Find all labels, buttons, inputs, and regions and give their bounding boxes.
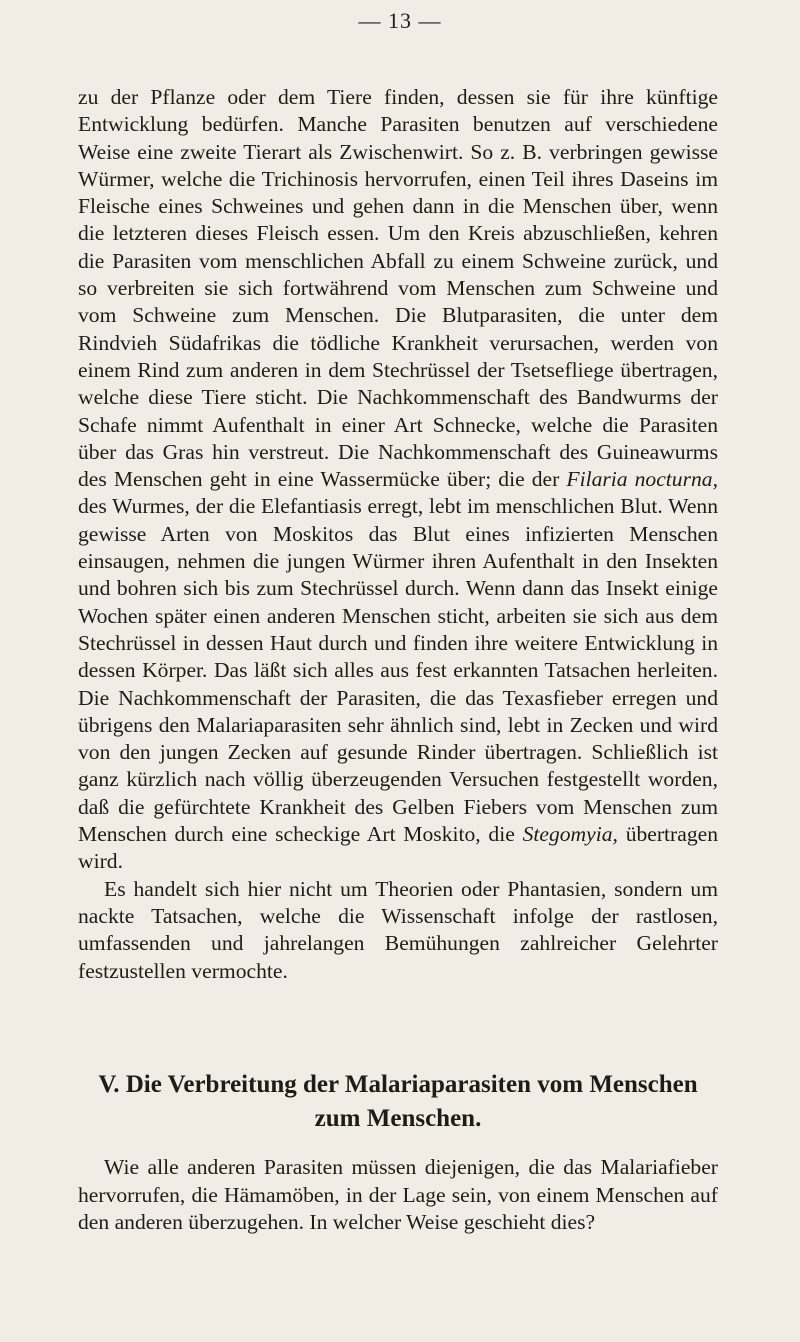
paragraph-1-part-3: übertragen wird. [78,822,719,874]
page-number: — 13 — [358,8,442,33]
body-text [78,84,718,985]
paragraph-1-part-1: zu der Pflanze oder dem Tiere finden, dessen sie für ihre künftige Entwicklung bedürfen. Manche Parasiten benutzen auf verschiedene Weise eine zweite Tierart als Zwischenwirt. So z. B. verbringen gewisse Würmer, welche die Trichinosis hervorrufen, einen Teil ihres Daseins im Fleische eines Schweines und gehen dann in die Menschen über, wenn die letzteren dieses Fleisch essen. Um den Kreis abzuschließen, kehren die Parasiten vom menschlichen Abfall zu einem Schweine zurück, und so verbreiten sie sich fortwährend vom Menschen zum Schweine und vom Schweine zum Menschen. Die Blutparasiten, die unter dem Rindvieh Südafrikas die tödliche Krankheit verursachen, werden von einem Rind zum anderen in dem Stechrüssel der Tsetsefliege übertragen, welche diese Tiere sticht. Die Nachkommenschaft des Bandwurms der Schafe nimmt Aufenthalt in einer Art Schnecke, welche die Parasiten über das Gras hin verstreut. Die Nachkommenschaft des Guineawurms des Menschen geht in eine Wassermücke über; die der [78,85,718,492]
section-heading-line-1: V. Die Verbreitung der Malariaparasiten vom Menschen [98,1071,698,1098]
paragraph-3: Wie alle anderen Parasiten müssen diejenigen, die das Malariafieber hervorrufen, die Hämamöben, in der Lage sein, von einem Menschen auf den anderen überzugehen. In welcher Weise geschieht dies? [78,1155,718,1235]
section-heading-line-2: zum Menschen. [314,1105,482,1132]
paragraph-2: Es handelt sich hier nicht um Theorien oder Phantasien, sondern um nackte Tatsachen, welche die Wissenschaft infolge der rastlosen, umfassenden und jahrelangen Bemühungen zahlreicher Gelehrter festzustellen vermochte. [78,876,718,983]
species-name-filaria: Filaria nocturna, [566,467,718,492]
closing-text [78,1154,718,1237]
paragraph-1-part-2: des Wurmes, der die Elefantiasis erregt, lebt im menschlichen Blut. Wenn gewisse Arten von Moskitos das Blut eines infizierten Menschen einsaugen, nehmen die jungen Würmer ihren Aufenthalt in den Insekten und bohren sich bis zum Stechrüssel durch. Wenn dann das Insekt einige Wochen später einen anderen Menschen sticht, arbeiten sie sich aus dem Stechrüssel in dessen Haut durch und finden ihre weitere Entwicklung in dessen Körper. Das läßt sich alles aus fest erkannten Tatsachen herleiten. Die Nachkommenschaft der Parasiten, die das Texasfieber erregen und übrigens den Malariaparasiten sehr ähnlich sind, lebt in Zecken und wird von den jungen Zecken auf gesunde Rinder übertragen. Schließlich ist ganz kürzlich nach völlig überzeugenden Versuchen festgestellt worden, daß die gefürchtete Krankheit des Gelben Fiebers vom Menschen zum Menschen durch eine scheckige Art Moskito, die [78,494,718,847]
paragraph-1 [78,84,718,876]
species-name-stegomyia: Stegomyia, [522,822,618,847]
section-heading [78,1068,718,1136]
